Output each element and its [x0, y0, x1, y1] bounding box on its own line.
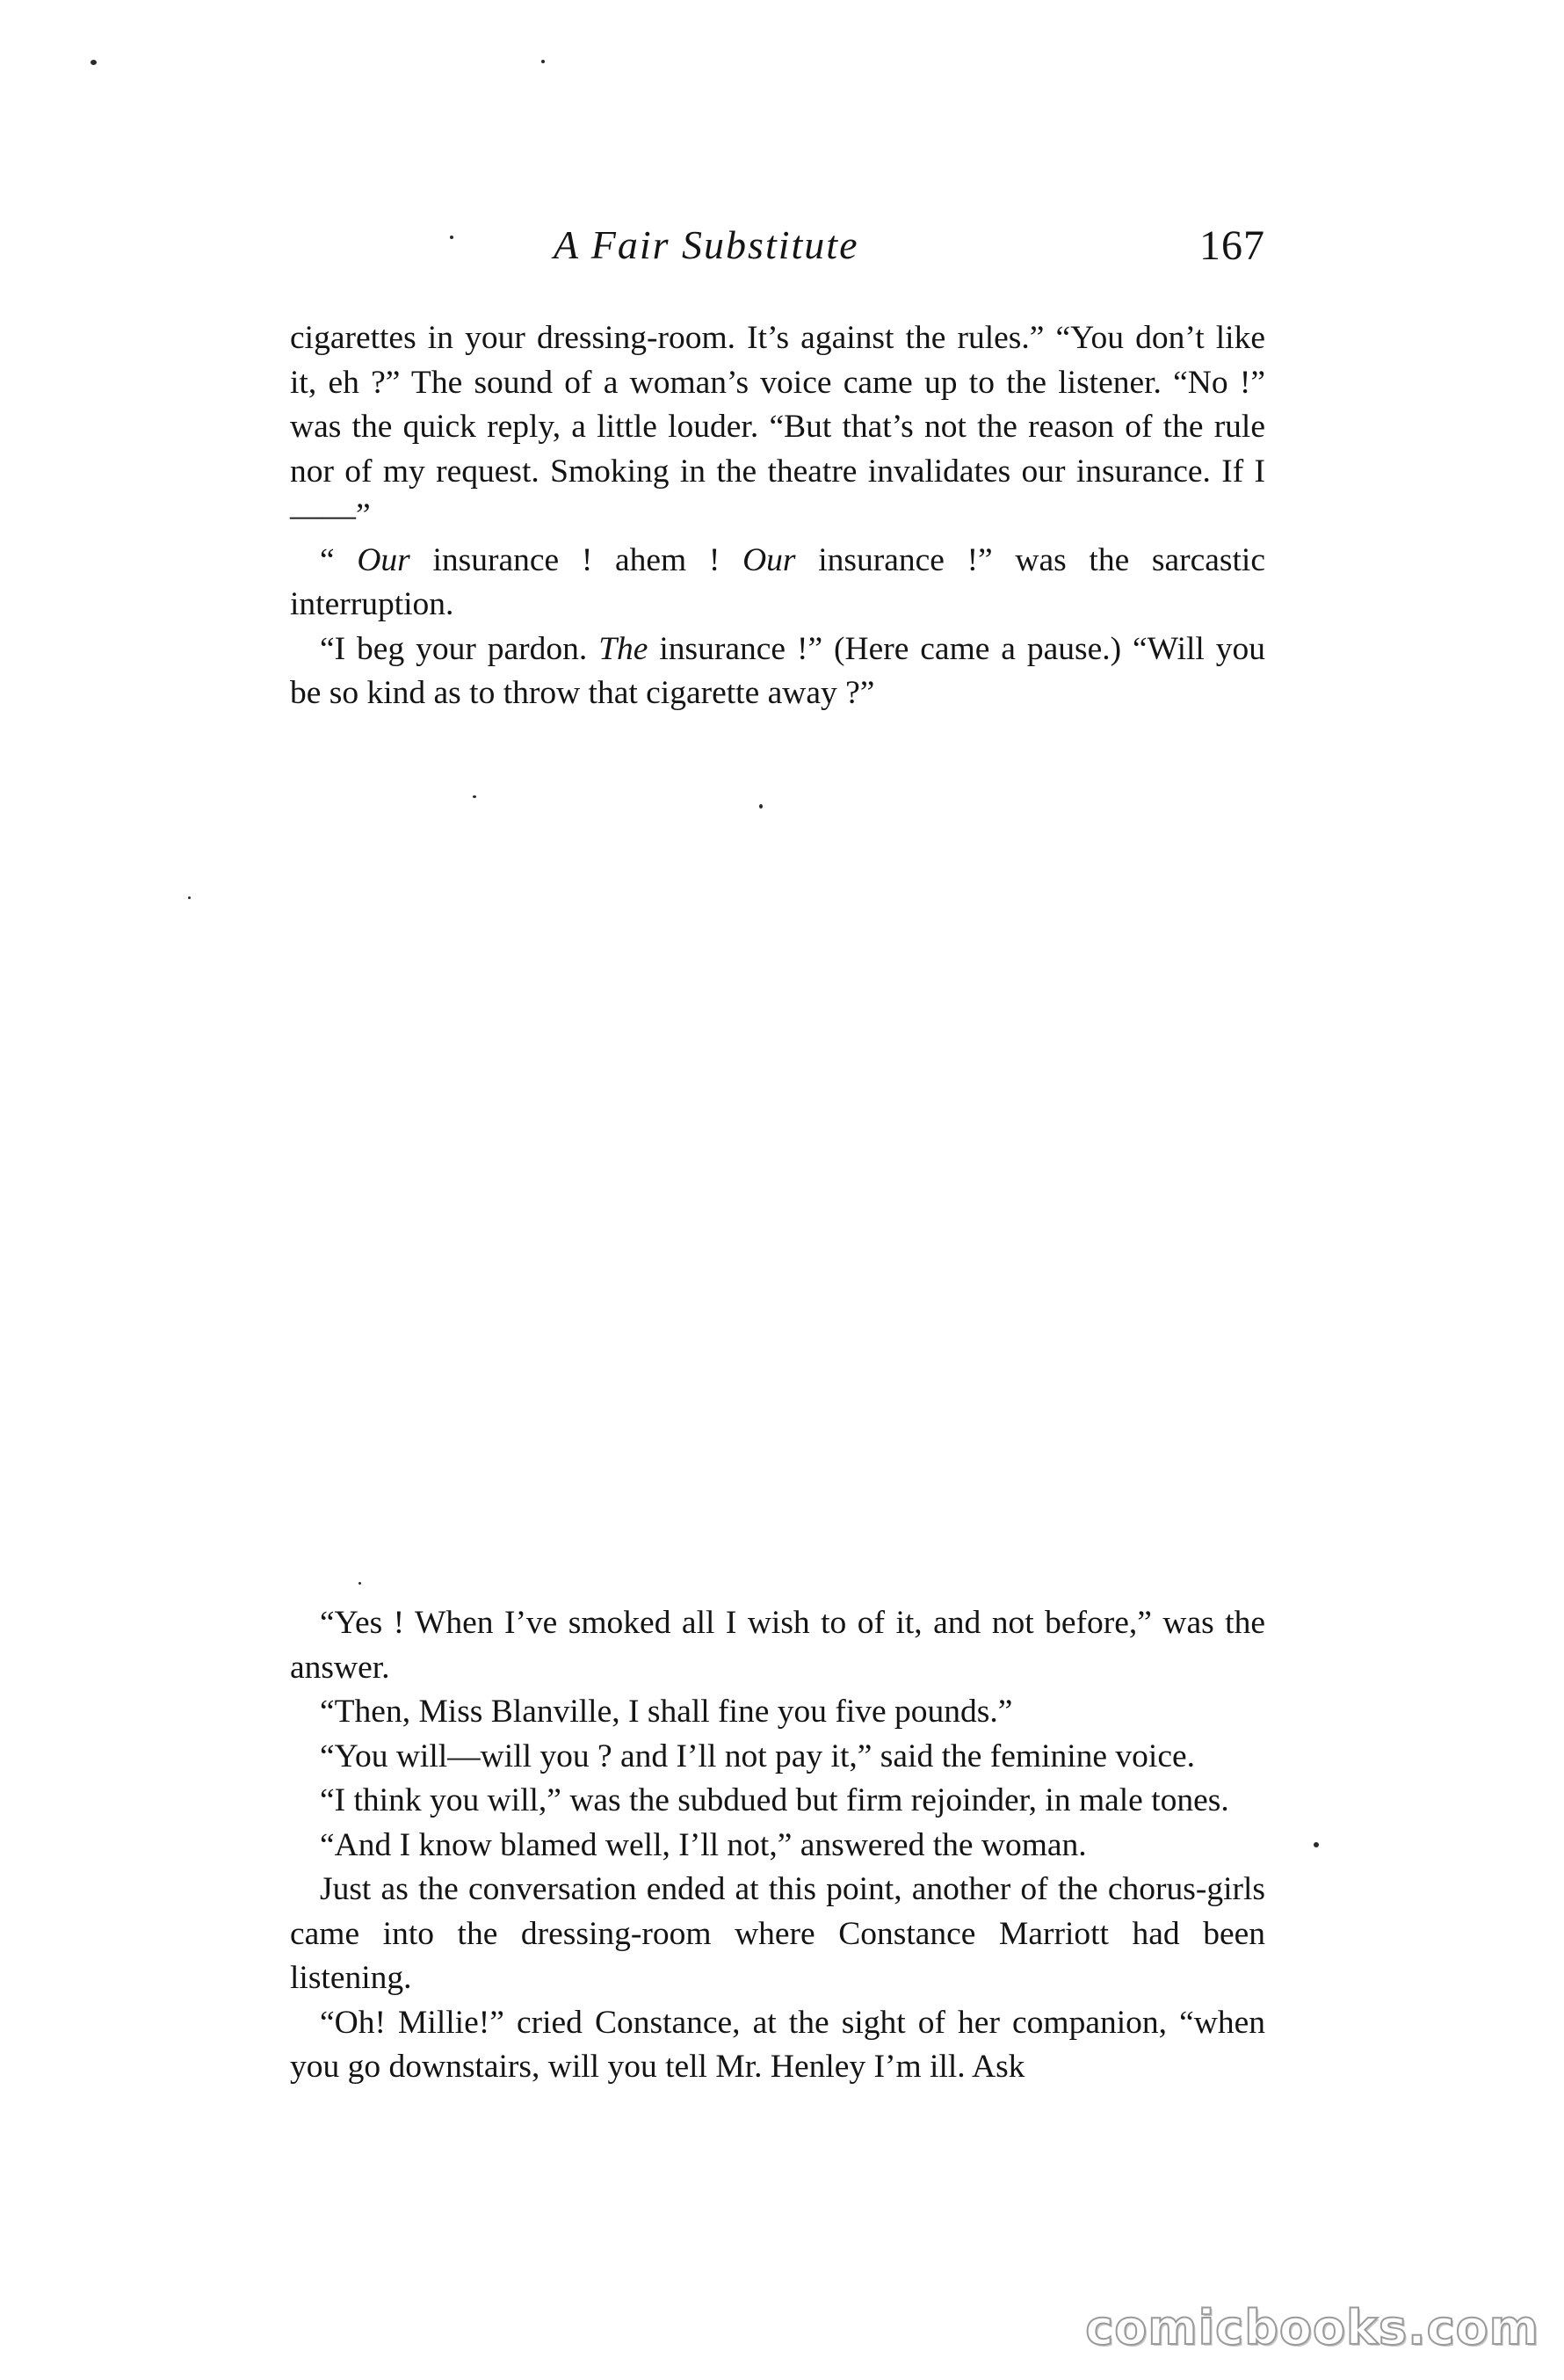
scan-speck	[91, 60, 97, 65]
text-run: insurance ! ahem !	[409, 541, 743, 578]
paragraph	[290, 539, 1265, 628]
italic-word: The	[598, 630, 648, 667]
text-run: “	[320, 541, 358, 578]
paragraph: Just as the conversation ended at this point, another of the chorus-girls came into the dressing-room where Constance Marriott had been listening.	[290, 1871, 1265, 1996]
text-run: insurance !” was the sarcastic interruption.	[290, 541, 1265, 622]
running-head	[290, 221, 1265, 283]
paragraph: “Oh! Millie!” cried Constance, at the sight of her companion, “when you go downstairs, will you tell Mr. Henley I’m ill. Ask	[290, 2004, 1265, 2085]
paragraph	[290, 628, 1265, 716]
text-block-bottom	[290, 1601, 1265, 2090]
scan-speck	[473, 795, 476, 798]
text-run: “I beg your pardon.	[320, 630, 599, 667]
paragraph: “Yes ! When I’ve smoked all I wish to of it, and not before,” was the answer.	[290, 1605, 1265, 1686]
page-number: 167	[1199, 222, 1265, 269]
paragraph: cigarettes in your dressing-room. It’s against the rules.” “You don’t like it, eh ?” The sound of a woman’s voice came up to the listener. “No !” was the quick reply, a little louder. “But that’s not the reason of the rule nor of my request. Smoking in the theatre invalidates our insurance. If I——”	[290, 320, 1265, 533]
paragraph: “And I know blamed well, I’ll not,” answered the woman.	[320, 1826, 1087, 1863]
text-run: insurance !” (Here came a pause.) “Will you be so kind as to throw that cigarette away ?”	[290, 630, 1265, 711]
paragraph: “I think you will,” was the subdued but firm rejoinder, in male tones.	[320, 1782, 1229, 1818]
scan-speck	[1314, 1842, 1319, 1847]
running-title: A Fair Substitute	[554, 222, 859, 267]
scan-speck	[358, 1582, 361, 1585]
scan-speck	[188, 896, 191, 899]
paragraph: “You will—will you ? and I’ll not pay it,” said the feminine voice.	[320, 1738, 1196, 1774]
text-block-top	[290, 316, 1265, 716]
italic-word: Our	[742, 541, 796, 578]
watermark: comicbooks.com	[1085, 2300, 1539, 2355]
scan-speck	[541, 60, 545, 63]
scan-speck	[759, 804, 763, 809]
paragraph: “Then, Miss Blanville, I shall fine you five pounds.”	[320, 1694, 1013, 1730]
italic-word: Our	[357, 541, 410, 578]
